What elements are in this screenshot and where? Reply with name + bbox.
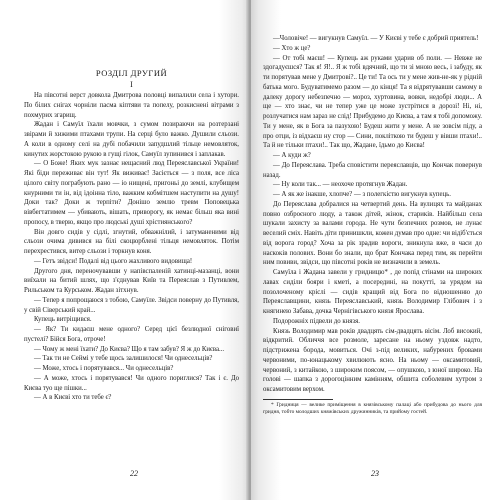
paragraph: — Чому ж мені їхати? До Києва? Що я там забув? Я ж до Києва... [34,345,225,353]
paragraph: — Хто ж це? [273,44,311,52]
paragraph: — Ну коли так... — неохоче протягнув Жадан. [273,181,408,189]
right-page [251,0,500,500]
page-number-right: 23 [371,469,379,478]
left-page-text [24,91,239,403]
paragraph: До Переяслава добралися на четвертий день. На вулицях та майданах повно озброєного люду, а також дітей, жінок, стариків. Найбільш села шукали захисту за валами города. Не чути безпечних розмов, не лунає веселий сміх. Навіть діти принишкли, кожен думав про одне: чи відіб'ється від ворога город? Хоча за рік зрадив вороги, зникнула вже, в часи до наскоків полових. Вони бо знали, що брат Кончака перед тим, як перейти ним повиви, звідси, що півсотні років не визначили в земель. [263,200,482,267]
left-page [0,0,249,500]
paragraph: — Гетъ звідси! Подалі від цього жахливого видовища! [34,257,193,265]
paragraph: Подорожніх підвели до князя. [273,317,360,325]
paragraph: — Тепер я попрощаюся з тобою, Самуїле. Звідси поверну до Путивля, у свій Сіверський край... [24,296,239,314]
paragraph: Самуїла і Жадана завели у гридницю* , де попід стінами на широких лавах сиділи бояри і кметі, а посередині, на покутті, за урядом на позолоченому кріслі — сидів кращий від Бога по відношенню до Переяславщини, князь Переяславський, князь Володимир Глібович і з княгинею Забава, дочка Чернігівського князя Ярослава. [263,269,482,315]
paragraph: — А в Києві хто ти тебе є? [34,394,112,402]
right-page-text [263,34,482,395]
chapter-title: РОЗДІЛ ДРУГИЙ [95,68,168,78]
paragraph: Він довго сидів у сідлі, згнутий, обважнілий, і затуманеними від сльози очима дивився на білі скоцюрблені тільця немовляток. Потім перехрестився, витер сльози і торкнув коня. [24,228,239,255]
paragraph: — А як же інакше, хлопче? — з полегкістю вигукнув купець. [273,191,451,198]
paragraph: — От тобі маєш! — Купець аж руками ударив об поли. — Невже не здогадуєшся? Так я! Я!.. Я ж тобі вдячний, що ти зі мною весь, і забуду, як ти порятував мене у Дмитрові?.. Це ти! Та ось ти у мене жив-не-як у рідній батька мого. Будуватимемо разом — до кінця! Та я відрятувавши самому в далеку дорогу небезпечно — мороз, хуртовина, вовки, недобрі люди... А ще — хто знає, чи не тепер уже це може зустрітися в дорозі! Ні, ні, розлучатися нам зараз не слід! Прибудемо до Києва, а там я тобі допоможу. Ти у мене, як в Бога за пазухою! Будеш жити у мене. А не зовсім піду, а про отци, із відхаєш ну стор — Сини, покліткою ти будеш у вівши птахи!.. Та й не тільки птахи!.. Так що, Жадане, їдьмо до Києва! [263,54,482,150]
paragraph: — А куди ж? [273,152,311,159]
footnote: * Гридниця — велике приміщення в князівському палаці або прибудова до нього для гридня, тобто молодших княжівських дружинників, та прийому гостей. [263,401,482,415]
paragraph: На півсотні верст довкола Дмитрова половці випалили села і хутори. По білих снігах чорніли пасма кіптяви та попелу, розкиснені вітрами з похмурих згарищ. [24,92,239,119]
paragraph: — Так ти не Сеймі у тебе щось залишилося! Чи однесельців? [34,355,213,363]
paragraph: — А може, хтось і порятувався! Чи одного пориглися? Так і є. До Києва туо ще пішки... [24,374,239,392]
paragraph: Жадан і Самуїл їхали мовчки, з сумом позираючи на розтерзані звірами й хижими птахами трупи. На серці було важко. Душили сльози. А коли в одному селі на дубі побачили запудшлий тільце немовляток, кинутих жорстокою рукою в гущі гілок, Самуїл зупинився і заплакав. [24,121,239,158]
footnote-divider [263,399,333,400]
paragraph: — До Переяслава. Треба сповістити переяславців, що Кончак повернув назад. [263,161,482,179]
page-number-left: 22 [130,469,138,478]
paragraph: — О Боже! Яких мук зазнає нещасний люд Переяславської України! Які біди переживає він тут! Як виживає! Засіється — з поля, все ліса цілого світу пограбують рано — іо нищені, пригоньі до землі, клубищем кнурними ти ін, від ідоінна тіло, важким кобмітшем наступити на душу! Доки так? Доки ж терпіти? Донішо землю тревм Поповецька вівбегтатимем — убивають, вішать, приворогу, як немає більш яка вині пропосу, в тверю, якщо про людські душі хрістиянського? [24,160,239,226]
paragraph: Купець витріщився. [34,316,92,324]
paragraph: Другого дня, переночувавши у напівспаленій хатинці-мазанці, вони виїхали на битий шлях, що з'єднував Київ та Переяслав з Путивлем, Рильськом та Курськом. Жадан зітхнув. [24,267,239,294]
paragraph: —Чоловіче! — вигукнув Самуїл. — У Києві у тебе є добрий приятель! [273,35,479,42]
section-number: І [130,80,133,89]
paragraph: — Як? Ти кидаєш мене одного? Серед цієї безлюдної сніговиї пустелі? Бійся Бога, отроче! [24,326,239,343]
paragraph: Князь Володимир мав років двадцять сім-двадцять вісім. Лоб високий, відкритий. Обличчя все розмоле, заресане на ньому уздовж надто, підстрижена борода, мовиться. Очі з-під великих, набурених бровами червоними, по-юнацькому хвилюють ясно. На ньому — оксамитовий, червоний, з китайкою, з широким поясом, — опушкою, з юної широко. На голові — шапка з дорогоцінним камінням, обшита соболевим хутром з оксамитовим верхом. [263,327,482,393]
paragraph: — Може, хтось і порятувався... Чи однесельців? [34,365,174,372]
